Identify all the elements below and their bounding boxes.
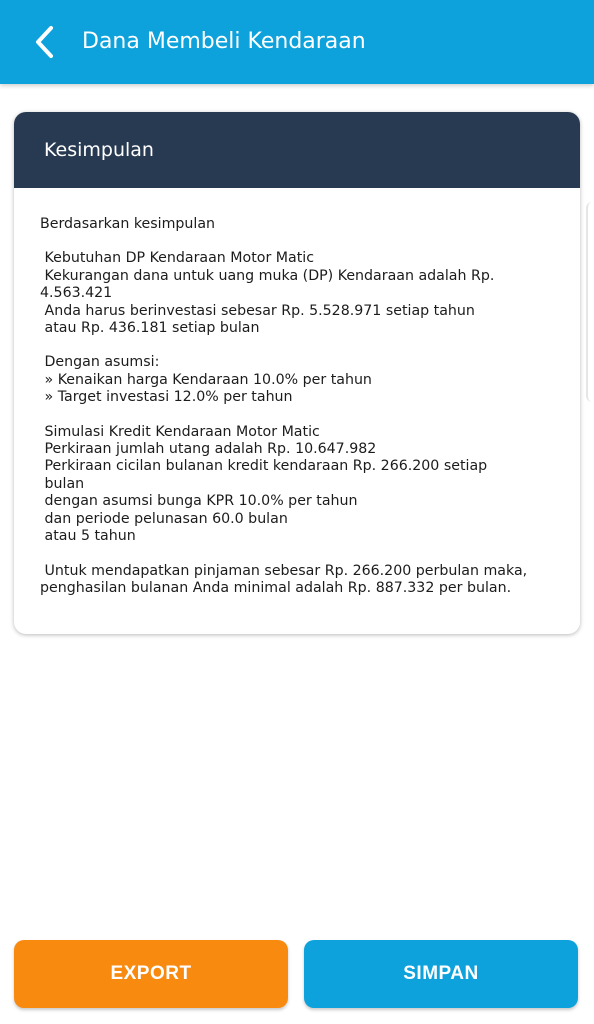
text-line: Dengan asumsi:: [40, 354, 160, 371]
text-line: Berdasarkan kesimpulan: [40, 216, 216, 232]
card-header: [14, 112, 580, 188]
text-line: Untuk mendapatkan pinjaman sebesar Rp. 266.200 perbulan maka,: [40, 562, 528, 579]
save-button[interactable]: SIMPAN: [304, 940, 578, 1008]
scroll-edge-indicator: [586, 202, 594, 402]
text-line: bulan: [40, 475, 85, 492]
text-line: penghasilan bulanan Anda minimal adalah Rp. 887.332 per bulan.: [40, 579, 512, 596]
text-line: Kekurangan dana untuk uang muka (DP) Kendaraan adalah Rp.: [40, 267, 495, 284]
back-button[interactable]: [22, 22, 66, 66]
text-line: Anda harus berinvestasi sebesar Rp. 5.528.971 setiap tahun: [40, 302, 475, 319]
export-button[interactable]: EXPORT: [14, 940, 288, 1008]
page-title: Dana Membeli Kendaraan: [82, 29, 366, 54]
assumption-section: [40, 354, 554, 406]
chevron-left-icon: [33, 25, 55, 63]
text-line: Perkiraan cicilan bulanan kredit kendaraan Rp. 266.200 setiap: [40, 458, 488, 475]
card-header-title: Kesimpulan: [44, 139, 154, 161]
summary-card: [14, 112, 580, 634]
text-line: 4.563.421: [40, 285, 113, 302]
summary-text: [14, 188, 580, 597]
text-line: Perkiraan jumlah utang adalah Rp. 10.647.982: [40, 441, 377, 458]
summary-intro: [40, 216, 554, 233]
text-line: » Kenaikan harga Kendaraan 10.0% per tahun: [40, 371, 372, 388]
text-line: dengan asumsi bunga KPR 10.0% per tahun: [40, 493, 358, 510]
text-line: Kebutuhan DP Kendaraan Motor Matic: [40, 250, 315, 267]
text-line: atau Rp. 436.181 setiap bulan: [40, 320, 260, 337]
text-line: Simulasi Kredit Kendaraan Motor Matic: [40, 423, 320, 440]
dp-section: [40, 250, 554, 337]
text-line: dan periode pelunasan 60.0 bulan: [40, 510, 288, 527]
text-line: » Target investasi 12.0% per tahun: [40, 389, 293, 406]
income-section: [40, 563, 554, 598]
app-bar: [0, 0, 594, 84]
credit-section: [40, 424, 554, 546]
text-line: atau 5 tahun: [40, 528, 136, 545]
